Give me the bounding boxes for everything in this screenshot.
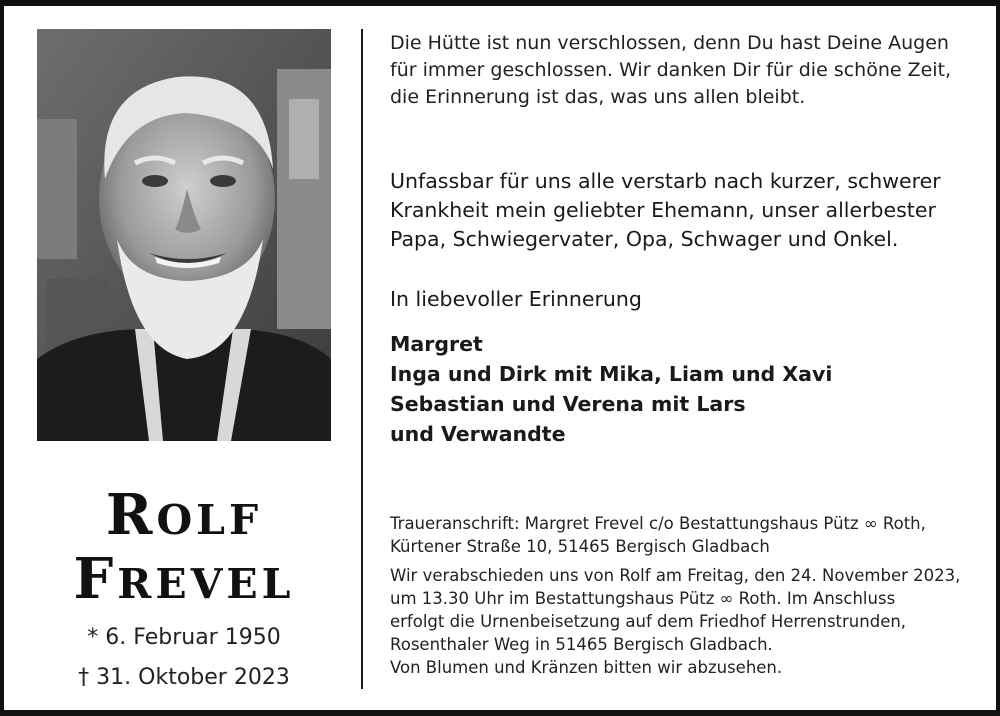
ceremony-line: Rosenthaler Weg in 51465 Bergisch Gladbach. bbox=[390, 635, 773, 654]
family-line: Inga und Dirk mit Mika, Liam und Xavi bbox=[390, 362, 833, 386]
first-name-initial: R bbox=[105, 482, 157, 548]
birth-date: * 6. Februar 1950 bbox=[87, 625, 281, 650]
first-name-rest: OLF bbox=[156, 496, 263, 544]
ceremony-line: Wir verabschieden uns von Rolf am Freitag, den 24. November 2023, bbox=[390, 566, 961, 585]
ceremony-line: Von Blumen und Kränzen bitten wir abzusehen. bbox=[390, 658, 783, 677]
last-name bbox=[37, 546, 331, 612]
family-line: und Verwandte bbox=[390, 422, 566, 446]
address-line: Kürtener Straße 10, 51465 Bergisch Gladbach bbox=[390, 537, 770, 556]
column-divider bbox=[361, 29, 363, 689]
last-name-rest: REVEL bbox=[117, 560, 295, 608]
first-name bbox=[37, 482, 331, 548]
poem-verse bbox=[390, 30, 970, 111]
family-signatures bbox=[390, 329, 970, 449]
poem-line: die Erinnerung ist das, was uns allen bleibt. bbox=[390, 86, 806, 108]
family-line: Sebastian und Verena mit Lars bbox=[390, 392, 746, 416]
ceremony-line: um 13.30 Uhr im Bestattungshaus Pütz ∞ Roth. Im Anschluss bbox=[390, 589, 896, 608]
announcement-line: Krankheit mein geliebter Ehemann, unser allerbester bbox=[390, 198, 936, 222]
funeral-info bbox=[390, 512, 970, 679]
ceremony-line: erfolgt die Urnenbeisetzung auf dem Friedhof Herrenstrunden, bbox=[390, 612, 907, 631]
portrait-photo bbox=[37, 29, 331, 441]
memory-heading: In liebevoller Erinnerung bbox=[390, 287, 642, 311]
death-announcement bbox=[390, 167, 970, 254]
last-name-initial: F bbox=[73, 546, 118, 612]
family-line: Margret bbox=[390, 332, 483, 356]
announcement-line: Papa, Schwiegervater, Opa, Schwager und Onkel. bbox=[390, 227, 899, 251]
death-date: † 31. Oktober 2023 bbox=[78, 665, 290, 690]
poem-line: für immer geschlossen. Wir danken Dir für die schöne Zeit, bbox=[390, 59, 952, 81]
announcement-line: Unfassbar für uns alle verstarb nach kurzer, schwerer bbox=[390, 169, 941, 193]
poem-line: Die Hütte ist nun verschlossen, denn Du hast Deine Augen bbox=[390, 32, 949, 54]
address-line: Traueranschrift: Margret Frevel c/o Bestattungshaus Pütz ∞ Roth, bbox=[390, 514, 926, 533]
